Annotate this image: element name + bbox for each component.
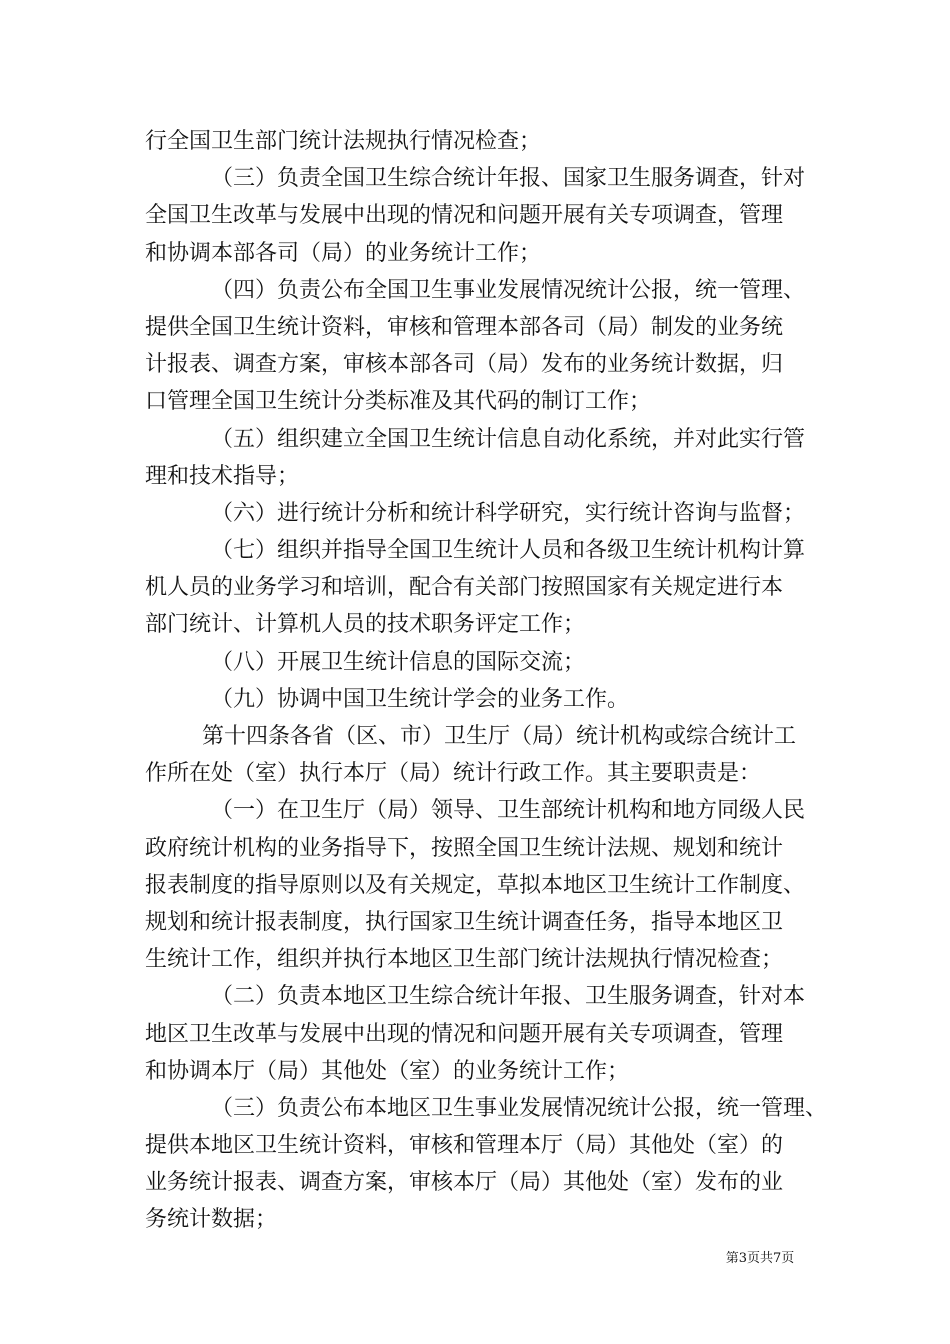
text-line: （一）在卫生厅（局）领导、卫生部统计机构和地方同级人民 [211, 798, 806, 824]
text-line: 和协调本部各司（局）的业务统计工作； [145, 240, 542, 266]
page-number: 第3页共7页 [725, 1251, 795, 1266]
text-line: 计报表、调查方案，审核本部各司（局）发布的业务统计数据，归 [145, 352, 784, 378]
text-line: 规划和统计报表制度，执行国家卫生统计调查任务，指导本地区卫 [145, 909, 784, 935]
text-line: （三）负责全国卫生综合统计年报、国家卫生服务调查，针对 [211, 166, 806, 192]
text-line: 提供本地区卫生统计资料，审核和管理本厅（局）其他处（室）的 [145, 1133, 784, 1159]
text-line: 报表制度的指导原则以及有关规定，草拟本地区卫生统计工作制度、 [145, 872, 806, 898]
text-line: 作所在处（室）执行本厅（局）统计行政工作。其主要职责是： [145, 761, 762, 787]
text-line: 政府统计机构的业务指导下，按照全国卫生统计法规、规划和统计 [145, 835, 784, 861]
text-line: 行全国卫生部门统计法规执行情况检查； [145, 129, 542, 154]
document-body [145, 123, 828, 1239]
text-line: 机人员的业务学习和培训，配合有关部门按照国家有关规定进行本 [145, 575, 784, 601]
text-line: 生统计工作，组织并执行本地区卫生部门统计法规执行情况检查； [145, 947, 784, 973]
text-line: 第十四条各省（区、市）卫生厅（局）统计机构或综合统计工 [202, 724, 797, 749]
text-line: （七）组织并指导全国卫生统计人员和各级卫生统计机构计算 [211, 538, 806, 564]
text-line: 和协调本厅（局）其他处（室）的业务统计工作； [145, 1058, 630, 1084]
text-line: 全国卫生改革与发展中出现的情况和问题开展有关专项调查，管理 [145, 203, 784, 229]
text-line: （二）负责本地区卫生综合统计年报、卫生服务调查，针对本 [211, 984, 806, 1010]
text-line: 提供全国卫生统计资料，审核和管理本部各司（局）制发的业务统 [145, 314, 784, 340]
text-line: 地区卫生改革与发展中出现的情况和问题开展有关专项调查，管理 [145, 1021, 784, 1047]
text-line: 部门统计、计算机人员的技术职务评定工作； [145, 612, 586, 638]
text-line: 业务统计报表、调查方案，审核本厅（局）其他处（室）发布的业 [145, 1170, 784, 1196]
text-line: 务统计数据； [145, 1207, 278, 1233]
text-line: 理和技术指导； [145, 463, 300, 489]
text-line: （四）负责公布全国卫生事业发展情况统计公报，统一管理、 [211, 277, 806, 303]
text-line: （五）组织建立全国卫生统计信息自动化系统，并对此实行管 [211, 426, 806, 452]
text-line: 口管理全国卫生统计分类标准及其代码的制订工作； [145, 389, 652, 415]
text-line: （三）负责公布本地区卫生事业发展情况统计公报，统一管理、 [211, 1095, 828, 1121]
text-line: （八）开展卫生统计信息的国际交流； [211, 649, 586, 675]
text-line: （九）协调中国卫生统计学会的业务工作。 [211, 686, 630, 712]
text-line: （六）进行统计分析和统计科学研究，实行统计咨询与监督； [211, 500, 806, 526]
